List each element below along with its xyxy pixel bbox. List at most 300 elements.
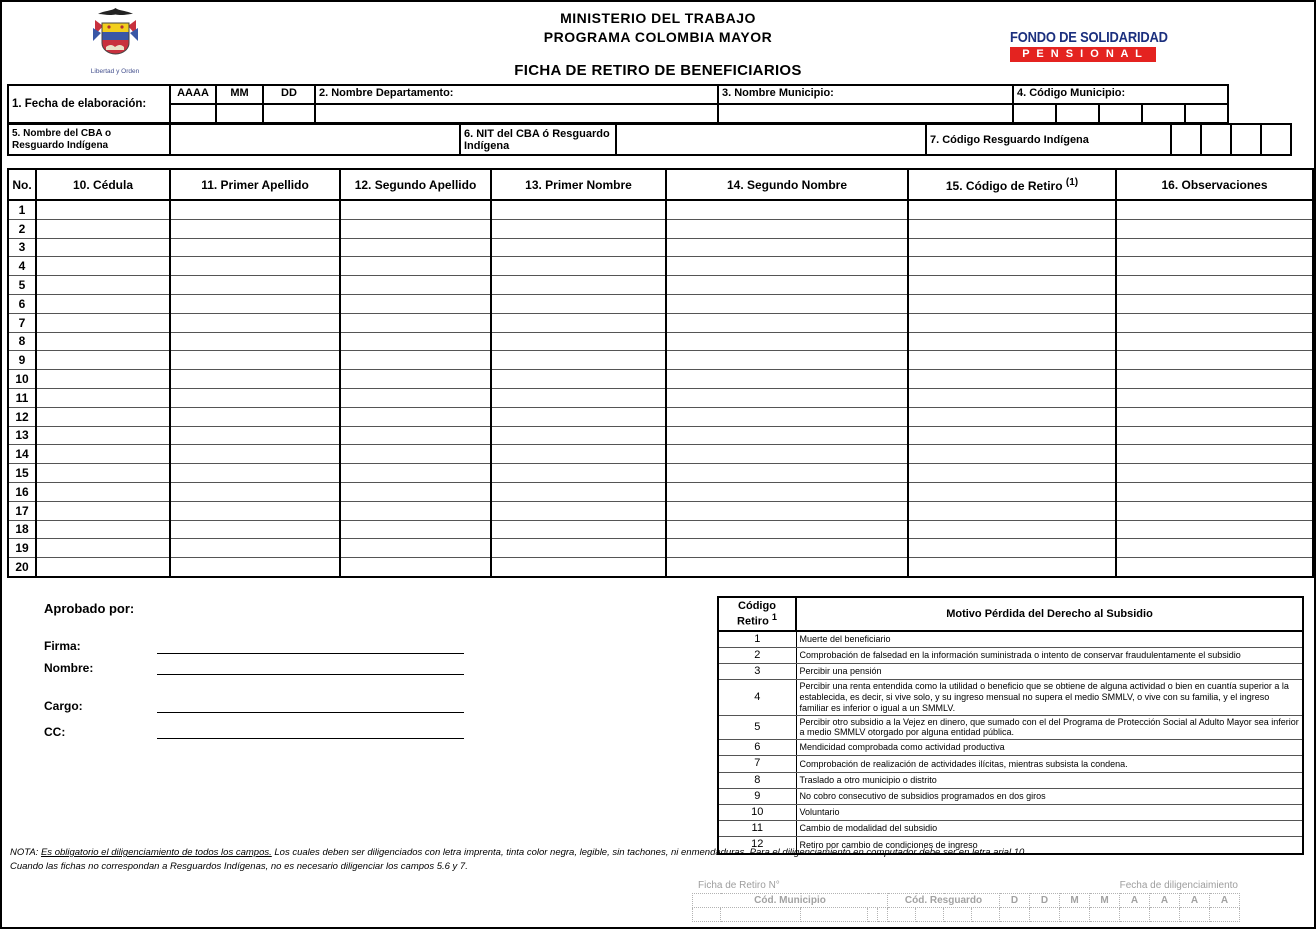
- signature-label: Firma:: [44, 639, 81, 653]
- col-segundo-nombre-header: 14. Segundo Nombre: [666, 169, 908, 200]
- table-row: [8, 407, 1313, 426]
- row-number: 6: [8, 294, 36, 313]
- codigo-resguardo-digit-cell[interactable]: [1231, 124, 1261, 155]
- date-letter-cell: A: [1120, 894, 1150, 908]
- beneficiary-input-cell[interactable]: [36, 445, 170, 464]
- beneficiary-input-cell[interactable]: [36, 370, 170, 389]
- retiro-code-value: 8: [718, 772, 796, 788]
- beneficiary-input-cell[interactable]: [908, 351, 1116, 370]
- beneficiary-input-cell[interactable]: [666, 294, 908, 313]
- retiro-code-motive: Mendicidad comprobada como actividad productiva: [796, 740, 1303, 756]
- beneficiary-input-cell[interactable]: [491, 482, 666, 501]
- beneficiary-input-cell[interactable]: [908, 539, 1116, 558]
- table-row: [8, 426, 1313, 445]
- nit-cba-label: 6. NIT del CBA ó Resguardo Indígena: [460, 124, 616, 155]
- retiro-code-value: 2: [718, 647, 796, 663]
- codigo-resguardo-digit-cell[interactable]: [1261, 124, 1291, 155]
- beneficiary-input-cell[interactable]: [1116, 482, 1313, 501]
- form-row-date-dept-muni: [7, 84, 1229, 124]
- footer-input-cell[interactable]: [1030, 908, 1060, 922]
- date-letter-cell: A: [1210, 894, 1240, 908]
- beneficiary-input-cell[interactable]: [666, 445, 908, 464]
- beneficiary-input-cell[interactable]: [491, 558, 666, 577]
- beneficiary-input-cell[interactable]: [36, 501, 170, 520]
- date-letter-cell: M: [1090, 894, 1120, 908]
- footer-input-cell[interactable]: [878, 908, 888, 922]
- nombre-municipio-label: 3. Nombre Municipio:: [718, 85, 1013, 104]
- beneficiary-input-cell[interactable]: [666, 388, 908, 407]
- date-letter-cell: D: [1030, 894, 1060, 908]
- beneficiary-input-cell[interactable]: [340, 464, 491, 483]
- beneficiary-input-cell[interactable]: [36, 219, 170, 238]
- beneficiary-input-cell[interactable]: [666, 200, 908, 219]
- table-row: [8, 482, 1313, 501]
- row-number: 9: [8, 351, 36, 370]
- retiro-code-value: 4: [718, 680, 796, 715]
- beneficiary-input-cell[interactable]: [170, 407, 340, 426]
- codigo-municipio-digit-cell[interactable]: [1099, 104, 1142, 123]
- beneficiary-input-cell[interactable]: [491, 407, 666, 426]
- codigo-municipio-digit-cell[interactable]: [1185, 104, 1228, 123]
- fondo-logo-line2: P E N S I O N A L: [1010, 47, 1156, 62]
- beneficiary-input-cell[interactable]: [36, 539, 170, 558]
- col-observaciones-header: 16. Observaciones: [1116, 169, 1313, 200]
- codigo-resguardo-digit-cell[interactable]: [1171, 124, 1201, 155]
- beneficiary-input-cell[interactable]: [491, 426, 666, 445]
- beneficiary-input-cell[interactable]: [908, 294, 1116, 313]
- beneficiary-input-cell[interactable]: [491, 238, 666, 257]
- beneficiary-input-cell[interactable]: [491, 539, 666, 558]
- beneficiary-input-cell[interactable]: [340, 276, 491, 295]
- beneficiary-input-cell[interactable]: [36, 294, 170, 313]
- row-number: 12: [8, 407, 36, 426]
- beneficiary-input-cell[interactable]: [491, 501, 666, 520]
- beneficiary-input-cell[interactable]: [340, 294, 491, 313]
- beneficiary-input-cell[interactable]: [908, 200, 1116, 219]
- nombre-cba-label: 5. Nombre del CBA o Resguardo Indígena: [8, 124, 170, 155]
- beneficiary-input-cell[interactable]: [340, 426, 491, 445]
- retiro-code-value: 7: [718, 756, 796, 772]
- beneficiary-input-cell[interactable]: [1116, 294, 1313, 313]
- retiro-code-row: [718, 664, 1303, 680]
- beneficiary-input-cell[interactable]: [666, 407, 908, 426]
- beneficiary-input-cell[interactable]: [908, 407, 1116, 426]
- beneficiary-input-cell[interactable]: [170, 445, 340, 464]
- cod-resguardo-header: Cód. Resguardo: [888, 894, 1000, 908]
- name-label: Nombre:: [44, 661, 94, 675]
- beneficiary-input-cell[interactable]: [666, 257, 908, 276]
- retiro-code-row: [718, 756, 1303, 772]
- fecha-diligenciamiento-label: Fecha de diligenciaimiento: [1119, 880, 1238, 891]
- row-number: 14: [8, 445, 36, 464]
- beneficiary-input-cell[interactable]: [170, 276, 340, 295]
- cod-municipio-header: Cód. Municipio: [693, 894, 888, 908]
- codes-footnote-marker: 1: [771, 612, 777, 622]
- row-number: 10: [8, 370, 36, 389]
- footer-input-cell[interactable]: [1150, 908, 1180, 922]
- col-segundo-apellido-header: 12. Segundo Apellido: [340, 169, 491, 200]
- beneficiary-input-cell[interactable]: [491, 445, 666, 464]
- retiro-code-value: 10: [718, 804, 796, 820]
- date-letter-cell: A: [1180, 894, 1210, 908]
- fondo-solidaridad-logo: [1010, 29, 1178, 62]
- beneficiary-input-cell[interactable]: [36, 464, 170, 483]
- footer-input-cell[interactable]: [1180, 908, 1210, 922]
- nota-line1: NOTA: Es obligatorio el diligenciamiento de todos los campos. Los cuales deben ser diligenciados con letra imprenta, tinta color negra, legible, sin tachones, ni enmendaduras. Para el diligenciamiento en computador debe ser en letra arial 10.: [10, 847, 1027, 858]
- fondo-logo-line1: FONDO DE SOLIDARIDAD: [1010, 29, 1168, 46]
- beneficiary-input-cell[interactable]: [908, 464, 1116, 483]
- beneficiary-input-cell[interactable]: [340, 558, 491, 577]
- row-number: 5: [8, 276, 36, 295]
- retiro-codes-table-body: [718, 631, 1303, 854]
- beneficiary-input-cell[interactable]: [170, 257, 340, 276]
- footer-input-cell[interactable]: [721, 908, 801, 922]
- position-line[interactable]: [157, 712, 464, 713]
- retiro-code-value: 1: [718, 631, 796, 648]
- beneficiary-input-cell[interactable]: [491, 276, 666, 295]
- row-number: 3: [8, 238, 36, 257]
- retiro-code-motive: No cobro consecutivo de subsidios programados en dos giros: [796, 788, 1303, 804]
- retiro-code-motive: Cambio de modalidad del subsidio: [796, 821, 1303, 837]
- beneficiary-input-cell[interactable]: [908, 257, 1116, 276]
- table-row: [8, 388, 1313, 407]
- beneficiary-input-cell[interactable]: [36, 388, 170, 407]
- date-col-dd-label: DD: [263, 85, 315, 104]
- beneficiary-input-cell[interactable]: [1116, 445, 1313, 464]
- program-title: PROGRAMA COLOMBIA MAYOR: [543, 29, 773, 45]
- nota-underlined: Es obligatorio el diligenciamiento de todos los campos.: [40, 847, 272, 858]
- footer-input-cell[interactable]: [916, 908, 944, 922]
- row-number: 16: [8, 482, 36, 501]
- col-codigo-retiro-header: 15. Código de Retiro $^{(1)}$: [908, 169, 1116, 200]
- beneficiary-input-cell[interactable]: [170, 351, 340, 370]
- beneficiary-input-cell[interactable]: [36, 520, 170, 539]
- nota-text: [10, 846, 1310, 874]
- position-label: Cargo:: [44, 699, 83, 713]
- beneficiary-input-cell[interactable]: [1116, 388, 1313, 407]
- nota-line2: Cuando las fichas no correspondan a Resguardos Indígenas, no es necesario diligenciar los campos 5.6 y 7.: [10, 860, 468, 872]
- beneficiary-input-cell[interactable]: [666, 539, 908, 558]
- beneficiary-input-cell[interactable]: [666, 482, 908, 501]
- table-row: [8, 370, 1313, 389]
- codigo-municipio-digit-cell[interactable]: [1142, 104, 1185, 123]
- col-primer-nombre-header: 13. Primer Nombre: [491, 169, 666, 200]
- beneficiary-input-cell[interactable]: [666, 332, 908, 351]
- retiro-code-value: 12: [718, 837, 796, 854]
- beneficiary-input-cell[interactable]: [340, 520, 491, 539]
- beneficiary-input-cell[interactable]: [1116, 501, 1313, 520]
- retiro-code-value: 3: [718, 664, 796, 680]
- col-primer-apellido-header: 11. Primer Apellido: [170, 169, 340, 200]
- beneficiary-input-cell[interactable]: [491, 294, 666, 313]
- table-row: [8, 276, 1313, 295]
- cc-label: CC:: [44, 725, 66, 739]
- beneficiary-input-cell[interactable]: [666, 520, 908, 539]
- beneficiary-input-cell[interactable]: [36, 238, 170, 257]
- beneficiary-input-cell[interactable]: [170, 332, 340, 351]
- retiro-code-value: 9: [718, 788, 796, 804]
- retiro-code-motive: Comprobación de falsedad en la información suministrada o intento de conservar fraudulentamente el subsidio: [796, 647, 1303, 663]
- footer-input-cell[interactable]: [693, 908, 721, 922]
- beneficiary-input-cell[interactable]: [1116, 464, 1313, 483]
- col-no-header: No.: [8, 169, 36, 200]
- beneficiary-input-cell[interactable]: [170, 520, 340, 539]
- beneficiary-input-cell[interactable]: [340, 200, 491, 219]
- date-letter-cell: M: [1060, 894, 1090, 908]
- retiro-code-motive: Percibir otro subsidio a la Vejez en dinero, que sumado con el del Programa de Protección Social al Adulto Mayor sea inferior a medio SMMLV otorgado por alguna entidad pública.: [796, 715, 1303, 740]
- beneficiary-input-cell[interactable]: [666, 313, 908, 332]
- footer-input-cell[interactable]: [944, 908, 972, 922]
- retiro-code-row: [718, 804, 1303, 820]
- retiro-code-motive: Retiro por cambio de condiciones de ingreso: [796, 837, 1303, 854]
- nit-cba-input-cell[interactable]: [616, 124, 926, 155]
- beneficiary-input-cell[interactable]: [666, 351, 908, 370]
- beneficiary-input-cell[interactable]: [1116, 238, 1313, 257]
- row-number: 20: [8, 558, 36, 577]
- row-number: 15: [8, 464, 36, 483]
- row-number: 4: [8, 257, 36, 276]
- date-col-mm-label: MM: [216, 85, 263, 104]
- beneficiary-input-cell[interactable]: [170, 219, 340, 238]
- date-letter-cell: A: [1150, 894, 1180, 908]
- beneficiary-input-cell[interactable]: [908, 426, 1116, 445]
- retiro-code-row: [718, 631, 1303, 648]
- retiro-code-row: [718, 740, 1303, 756]
- beneficiary-input-cell[interactable]: [36, 276, 170, 295]
- footer-input-cell[interactable]: [1120, 908, 1150, 922]
- beneficiary-input-cell[interactable]: [170, 464, 340, 483]
- signature-line[interactable]: [157, 653, 464, 654]
- retiro-code-value: 6: [718, 740, 796, 756]
- beneficiary-input-cell[interactable]: [491, 388, 666, 407]
- table-row: [8, 520, 1313, 539]
- beneficiaries-table-header-row: [8, 169, 1313, 200]
- beneficiary-input-cell[interactable]: [666, 558, 908, 577]
- beneficiaries-table-body: [8, 200, 1313, 577]
- row-number: 18: [8, 520, 36, 539]
- retiro-code-motive: Percibir una renta entendida como la utilidad o beneficio que se obtiene de alguna actividad o bien en cuantía superior a la establecida, es decir, si vive solo, y su ingreso mensual no supera el medio SMMLV, o vive con su familia, y el ingreso familiar es inferior o igual a un SMMLV.: [796, 680, 1303, 715]
- retiro-code-row: [718, 680, 1303, 715]
- beneficiary-input-cell[interactable]: [1116, 407, 1313, 426]
- table-row: [8, 313, 1313, 332]
- form-row-cba-resguardo: [7, 123, 1292, 156]
- beneficiary-input-cell[interactable]: [908, 276, 1116, 295]
- beneficiary-input-cell[interactable]: [340, 388, 491, 407]
- day-input-cell[interactable]: [263, 104, 315, 123]
- codigo-resguardo-digit-cell[interactable]: [1201, 124, 1231, 155]
- beneficiary-input-cell[interactable]: [908, 482, 1116, 501]
- footer-block: [692, 880, 1240, 922]
- beneficiary-input-cell[interactable]: [666, 370, 908, 389]
- beneficiary-input-cell[interactable]: [340, 332, 491, 351]
- beneficiary-input-cell[interactable]: [908, 445, 1116, 464]
- retiro-codes-table: [717, 596, 1304, 855]
- beneficiary-input-cell[interactable]: [340, 539, 491, 558]
- table-row: [8, 200, 1313, 219]
- beneficiary-input-cell[interactable]: [666, 276, 908, 295]
- beneficiary-input-cell[interactable]: [36, 426, 170, 445]
- beneficiary-input-cell[interactable]: [170, 558, 340, 577]
- beneficiary-input-cell[interactable]: [491, 200, 666, 219]
- table-row: [8, 257, 1313, 276]
- beneficiary-input-cell[interactable]: [908, 520, 1116, 539]
- footer-input-cell[interactable]: [1060, 908, 1090, 922]
- retiro-code-value: 11: [718, 821, 796, 837]
- beneficiary-input-cell[interactable]: [340, 407, 491, 426]
- retiro-code-row: [718, 715, 1303, 740]
- row-number: 8: [8, 332, 36, 351]
- beneficiary-input-cell[interactable]: [1116, 426, 1313, 445]
- beneficiary-input-cell[interactable]: [170, 388, 340, 407]
- beneficiary-input-cell[interactable]: [340, 445, 491, 464]
- table-row: [8, 219, 1313, 238]
- beneficiary-input-cell[interactable]: [491, 332, 666, 351]
- crest-caption: Libertad y Orden: [90, 68, 140, 75]
- form-title: FICHA DE RETIRO DE BENEFICIARIOS: [514, 62, 802, 79]
- beneficiary-input-cell[interactable]: [1116, 257, 1313, 276]
- beneficiary-input-cell[interactable]: [36, 257, 170, 276]
- table-row: [8, 464, 1313, 483]
- retiro-code-row: [718, 788, 1303, 804]
- beneficiaries-table: [7, 168, 1314, 578]
- beneficiary-input-cell[interactable]: [170, 238, 340, 257]
- table-row: [8, 351, 1313, 370]
- table-row: [8, 294, 1313, 313]
- beneficiary-input-cell[interactable]: [908, 238, 1116, 257]
- codigo-resguardo-label: 7. Código Resguardo Indígena: [926, 124, 1171, 155]
- beneficiary-input-cell[interactable]: [340, 351, 491, 370]
- motivo-column-header: Motivo Pérdida del Derecho al Subsidio: [796, 597, 1303, 631]
- beneficiary-input-cell[interactable]: [1116, 539, 1313, 558]
- beneficiary-input-cell[interactable]: [491, 464, 666, 483]
- beneficiary-input-cell[interactable]: [1116, 200, 1313, 219]
- beneficiary-input-cell[interactable]: [1116, 332, 1313, 351]
- beneficiary-input-cell[interactable]: [908, 332, 1116, 351]
- retiro-code-motive: Voluntario: [796, 804, 1303, 820]
- footer-input-cell[interactable]: [888, 908, 916, 922]
- table-row: [8, 238, 1313, 257]
- table-row: [8, 332, 1313, 351]
- beneficiary-input-cell[interactable]: [36, 313, 170, 332]
- beneficiary-input-cell[interactable]: [170, 294, 340, 313]
- ministry-title: MINISTERIO DEL TRABAJO: [560, 10, 756, 26]
- beneficiary-input-cell[interactable]: [340, 257, 491, 276]
- beneficiary-input-cell[interactable]: [170, 313, 340, 332]
- beneficiary-input-cell[interactable]: [340, 370, 491, 389]
- beneficiary-input-cell[interactable]: [1116, 520, 1313, 539]
- month-input-cell[interactable]: [216, 104, 263, 123]
- beneficiary-input-cell[interactable]: [908, 370, 1116, 389]
- codigo-retiro-column-header: Código Retiro $^1$: [718, 597, 796, 631]
- retiro-code-motive: Traslado a otro municipio o distrito: [796, 772, 1303, 788]
- nombre-cba-input-cell[interactable]: [170, 124, 460, 155]
- name-line[interactable]: [157, 674, 464, 675]
- beneficiary-input-cell[interactable]: [1116, 313, 1313, 332]
- beneficiary-input-cell[interactable]: [1116, 351, 1313, 370]
- municipio-input-cell[interactable]: [718, 104, 1013, 123]
- retiro-code-value: 5: [718, 715, 796, 740]
- beneficiary-input-cell[interactable]: [666, 219, 908, 238]
- fecha-elaboracion-label: 1. Fecha de elaboración:: [8, 85, 170, 123]
- beneficiary-input-cell[interactable]: [491, 257, 666, 276]
- beneficiary-input-cell[interactable]: [170, 200, 340, 219]
- beneficiary-input-cell[interactable]: [491, 313, 666, 332]
- beneficiary-input-cell[interactable]: [1116, 276, 1313, 295]
- beneficiary-input-cell[interactable]: [666, 238, 908, 257]
- beneficiary-input-cell[interactable]: [170, 370, 340, 389]
- table-row: [8, 539, 1313, 558]
- footer-input-cell[interactable]: [801, 908, 868, 922]
- beneficiary-input-cell[interactable]: [1116, 219, 1313, 238]
- beneficiary-input-cell[interactable]: [1116, 558, 1313, 577]
- footer-header-row: [693, 894, 1240, 908]
- beneficiary-input-cell[interactable]: [908, 501, 1116, 520]
- beneficiary-input-cell[interactable]: [340, 313, 491, 332]
- beneficiary-input-cell[interactable]: [340, 482, 491, 501]
- footer-labels: [692, 880, 1240, 893]
- retiro-codes-header-row: [718, 597, 1303, 631]
- approved-by-label: Aprobado por:: [44, 601, 135, 616]
- beneficiary-input-cell[interactable]: [36, 482, 170, 501]
- beneficiary-input-cell[interactable]: [491, 219, 666, 238]
- codigo-municipio-digit-cell[interactable]: [1013, 104, 1056, 123]
- beneficiary-input-cell[interactable]: [340, 501, 491, 520]
- beneficiary-input-cell[interactable]: [340, 238, 491, 257]
- footer-input-cell[interactable]: [868, 908, 878, 922]
- beneficiary-input-cell[interactable]: [908, 558, 1116, 577]
- footer-input-cell[interactable]: [972, 908, 1000, 922]
- retiro-code-motive: Muerte del beneficiario: [796, 631, 1303, 648]
- beneficiary-input-cell[interactable]: [1116, 370, 1313, 389]
- beneficiary-input-cell[interactable]: [36, 558, 170, 577]
- beneficiary-input-cell[interactable]: [908, 313, 1116, 332]
- beneficiary-input-cell[interactable]: [36, 200, 170, 219]
- beneficiary-input-cell[interactable]: [36, 407, 170, 426]
- beneficiary-input-cell[interactable]: [666, 501, 908, 520]
- beneficiary-input-cell[interactable]: [170, 426, 340, 445]
- footer-input-cell[interactable]: [1000, 908, 1030, 922]
- retiro-code-motive: Comprobación de realización de actividades ilícitas, mientras subsista la condena.: [796, 756, 1303, 772]
- beneficiary-input-cell[interactable]: [908, 388, 1116, 407]
- year-input-cell[interactable]: [170, 104, 216, 123]
- beneficiary-input-cell[interactable]: [491, 370, 666, 389]
- footer-input-cell[interactable]: [1210, 908, 1240, 922]
- beneficiary-input-cell[interactable]: [36, 351, 170, 370]
- row-number: 7: [8, 313, 36, 332]
- beneficiary-input-cell[interactable]: [340, 219, 491, 238]
- beneficiary-input-cell[interactable]: [666, 464, 908, 483]
- row-number: 2: [8, 219, 36, 238]
- retiro-code-row: [718, 772, 1303, 788]
- beneficiary-input-cell[interactable]: [491, 520, 666, 539]
- row-number: 19: [8, 539, 36, 558]
- beneficiary-input-cell[interactable]: [36, 332, 170, 351]
- beneficiary-input-cell[interactable]: [491, 351, 666, 370]
- retiro-code-motive: Percibir una pensión: [796, 664, 1303, 680]
- codigo-municipio-digit-cell[interactable]: [1056, 104, 1099, 123]
- row-number: 13: [8, 426, 36, 445]
- retiro-code-row: [718, 647, 1303, 663]
- footer-input-cell[interactable]: [1090, 908, 1120, 922]
- date-letter-cell: D: [1000, 894, 1030, 908]
- beneficiary-input-cell[interactable]: [170, 501, 340, 520]
- beneficiary-input-cell[interactable]: [170, 539, 340, 558]
- departamento-input-cell[interactable]: [315, 104, 718, 123]
- beneficiary-input-cell[interactable]: [666, 426, 908, 445]
- cc-line[interactable]: [157, 738, 464, 739]
- beneficiary-input-cell[interactable]: [170, 482, 340, 501]
- beneficiary-input-cell[interactable]: [908, 219, 1116, 238]
